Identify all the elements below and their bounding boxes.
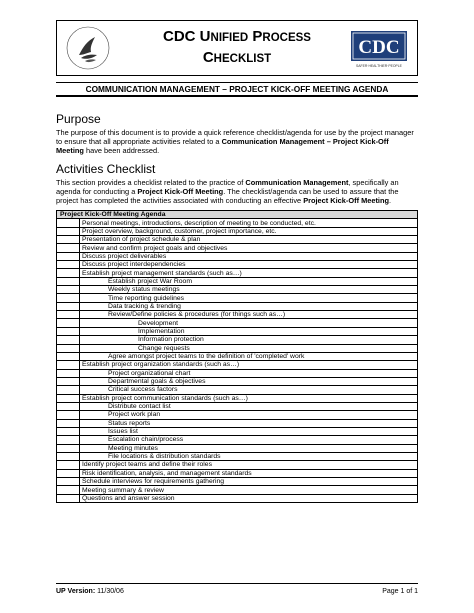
checkbox-cell[interactable] bbox=[57, 427, 80, 435]
checkbox-cell[interactable] bbox=[57, 394, 80, 402]
agenda-item: Questions and answer session bbox=[80, 494, 418, 502]
agenda-item: Project organizational chart bbox=[80, 369, 418, 377]
text-span: , specifically an agenda for conducting a bbox=[56, 178, 399, 196]
activities-paragraph bbox=[56, 178, 418, 205]
checkbox-cell[interactable] bbox=[57, 286, 80, 294]
agenda-item: Review/Define policies & procedures (for things such as…) bbox=[80, 311, 418, 319]
table-row bbox=[57, 394, 418, 402]
checkbox-cell[interactable] bbox=[57, 494, 80, 502]
table-header-row bbox=[57, 211, 418, 219]
activities-heading: Activities Checklist bbox=[56, 162, 156, 176]
table-row bbox=[57, 461, 418, 469]
table-row bbox=[57, 419, 418, 427]
agenda-item: Identify project teams and define their roles bbox=[80, 461, 418, 469]
checkbox-cell[interactable] bbox=[57, 261, 80, 269]
text-span: have been addressed. bbox=[83, 146, 160, 155]
agenda-item: Escalation chain/process bbox=[80, 436, 418, 444]
checkbox-cell[interactable] bbox=[57, 252, 80, 260]
agenda-item: Issues list bbox=[80, 427, 418, 435]
text-span: This section provides a checklist related to the practice of bbox=[56, 178, 246, 187]
table-row bbox=[57, 494, 418, 502]
table-row bbox=[57, 444, 418, 452]
agenda-item: Review and confirm project goals and objectives bbox=[80, 244, 418, 252]
agenda-item: Time reporting guidelines bbox=[80, 294, 418, 302]
footer-page-number: Page 1 of 1 bbox=[382, 588, 418, 595]
agenda-item: Personal meetings, introductions, description of meeting to be conducted, etc. bbox=[80, 219, 418, 227]
text-span: The purpose of this document is to provide a quick reference checklist/agenda for use by the project manager to ensure that all appropriate activities related to a bbox=[56, 128, 414, 146]
purpose-heading: Purpose bbox=[56, 112, 101, 126]
checkbox-cell[interactable] bbox=[57, 386, 80, 394]
table-row bbox=[57, 277, 418, 285]
checkbox-cell[interactable] bbox=[57, 402, 80, 410]
checkbox-cell[interactable] bbox=[57, 236, 80, 244]
title-part: C bbox=[202, 49, 214, 66]
table-row bbox=[57, 311, 418, 319]
checkbox-cell[interactable] bbox=[57, 277, 80, 285]
table-row bbox=[57, 427, 418, 435]
table-row bbox=[57, 286, 418, 294]
footer-divider bbox=[56, 583, 418, 584]
checkbox-cell[interactable] bbox=[57, 227, 80, 235]
title-part: HECKLIST bbox=[213, 53, 272, 65]
table-row bbox=[57, 252, 418, 260]
title-part: CDC U bbox=[163, 28, 211, 45]
text-span: . The checklist/agenda can be used to assure that the project has completed the activities associated with conducting an effective bbox=[56, 187, 399, 205]
checkbox-cell[interactable] bbox=[57, 327, 80, 335]
checkbox-cell[interactable] bbox=[57, 244, 80, 252]
table-body bbox=[57, 219, 418, 503]
text-span: Project Kick-Off Meeting bbox=[137, 187, 224, 196]
agenda-item: Development bbox=[80, 319, 418, 327]
table-row bbox=[57, 336, 418, 344]
checkbox-cell[interactable] bbox=[57, 461, 80, 469]
agenda-item: Establish project management standards (such as…) bbox=[80, 269, 418, 277]
agenda-item: Departmental goals & objectives bbox=[80, 377, 418, 385]
table-row bbox=[57, 302, 418, 310]
table-row bbox=[57, 261, 418, 269]
agenda-item: Weekly status meetings bbox=[80, 286, 418, 294]
checkbox-cell[interactable] bbox=[57, 478, 80, 486]
agenda-item: Establish project organization standards (such as…) bbox=[80, 361, 418, 369]
checkbox-cell[interactable] bbox=[57, 486, 80, 494]
table-row bbox=[57, 294, 418, 302]
document-subtitle: COMMUNICATION MANAGEMENT – PROJECT KICK-OFF MEETING AGENDA bbox=[56, 82, 418, 97]
table-row bbox=[57, 319, 418, 327]
checkbox-cell[interactable] bbox=[57, 269, 80, 277]
agenda-item: Project overview, background, customer, project importance, etc. bbox=[80, 227, 418, 235]
table-row bbox=[57, 344, 418, 352]
checkbox-cell[interactable] bbox=[57, 319, 80, 327]
agenda-item: Discuss project deliverables bbox=[80, 252, 418, 260]
checkbox-cell[interactable] bbox=[57, 352, 80, 360]
table-row bbox=[57, 411, 418, 419]
cdc-logo-tagline: SAFER·HEALTHIER·PEOPLE bbox=[356, 64, 402, 68]
agenda-item: Data tracking & trending bbox=[80, 302, 418, 310]
table-row bbox=[57, 469, 418, 477]
checkbox-cell[interactable] bbox=[57, 311, 80, 319]
agenda-item: Presentation of project schedule & plan bbox=[80, 236, 418, 244]
text-span: Communication Management bbox=[245, 178, 349, 187]
table-row bbox=[57, 227, 418, 235]
text-span: Project Kick-Off Meeting bbox=[303, 196, 390, 205]
checkbox-cell[interactable] bbox=[57, 444, 80, 452]
table-row bbox=[57, 327, 418, 335]
version-value: 11/30/06 bbox=[95, 588, 124, 595]
table-header: Project Kick-Off Meeting Agenda bbox=[57, 211, 418, 219]
text-span: . bbox=[389, 196, 392, 205]
table-row bbox=[57, 486, 418, 494]
agenda-item: Implementation bbox=[80, 327, 418, 335]
agenda-item: Discuss project interdependencies bbox=[80, 261, 418, 269]
text-span: Communication Management – Project Kick-Off Meeting bbox=[56, 137, 389, 155]
agenda-item: Risk identification, analysis, and management standards bbox=[80, 469, 418, 477]
purpose-paragraph bbox=[56, 128, 418, 155]
checkbox-cell[interactable] bbox=[57, 294, 80, 302]
agenda-item: Status reports bbox=[80, 419, 418, 427]
table-row bbox=[57, 369, 418, 377]
agenda-item: Schedule interviews for requirements gathering bbox=[80, 478, 418, 486]
agenda-item: File locations & distribution standards bbox=[80, 452, 418, 460]
checkbox-cell[interactable] bbox=[57, 361, 80, 369]
agenda-item: Establish project War Room bbox=[80, 277, 418, 285]
table-row bbox=[57, 436, 418, 444]
cdc-logo bbox=[351, 31, 407, 69]
agenda-item: Meeting summary & review bbox=[80, 486, 418, 494]
agenda-item: Distribute contact list bbox=[80, 402, 418, 410]
table-row bbox=[57, 377, 418, 385]
table-row bbox=[57, 478, 418, 486]
footer-version bbox=[56, 588, 124, 595]
checkbox-cell[interactable] bbox=[57, 469, 80, 477]
checkbox-cell[interactable] bbox=[57, 219, 80, 227]
table-row bbox=[57, 219, 418, 227]
table-row bbox=[57, 269, 418, 277]
agenda-item: Establish project communication standards (such as…) bbox=[80, 394, 418, 402]
agenda-item: Change requests bbox=[80, 344, 418, 352]
checkbox-cell[interactable] bbox=[57, 452, 80, 460]
agenda-item: Information protection bbox=[80, 336, 418, 344]
title-part: ROCESS bbox=[262, 32, 311, 44]
table-row bbox=[57, 244, 418, 252]
checkbox-cell[interactable] bbox=[57, 377, 80, 385]
agenda-item: Meeting minutes bbox=[80, 444, 418, 452]
checkbox-cell[interactable] bbox=[57, 344, 80, 352]
agenda-checklist-table bbox=[56, 210, 418, 503]
checkbox-cell[interactable] bbox=[57, 411, 80, 419]
agenda-item: Project work plan bbox=[80, 411, 418, 419]
table-row bbox=[57, 236, 418, 244]
checkbox-cell[interactable] bbox=[57, 302, 80, 310]
version-label: UP Version: bbox=[56, 588, 96, 595]
checkbox-cell[interactable] bbox=[57, 419, 80, 427]
header-box bbox=[56, 20, 418, 76]
table-row bbox=[57, 452, 418, 460]
title-part: NIFIED bbox=[210, 32, 249, 44]
checkbox-cell[interactable] bbox=[57, 436, 80, 444]
checkbox-cell[interactable] bbox=[57, 369, 80, 377]
agenda-item: Critical success factors bbox=[80, 386, 418, 394]
title-part: P bbox=[248, 28, 263, 45]
agenda-item: Agree amongst project teams to the definition of 'completed' work bbox=[80, 352, 418, 360]
table-row bbox=[57, 402, 418, 410]
table-row bbox=[57, 386, 418, 394]
table-row bbox=[57, 352, 418, 360]
cdc-logo-text: CDC bbox=[358, 37, 400, 58]
table-row bbox=[57, 361, 418, 369]
checkbox-cell[interactable] bbox=[57, 336, 80, 344]
